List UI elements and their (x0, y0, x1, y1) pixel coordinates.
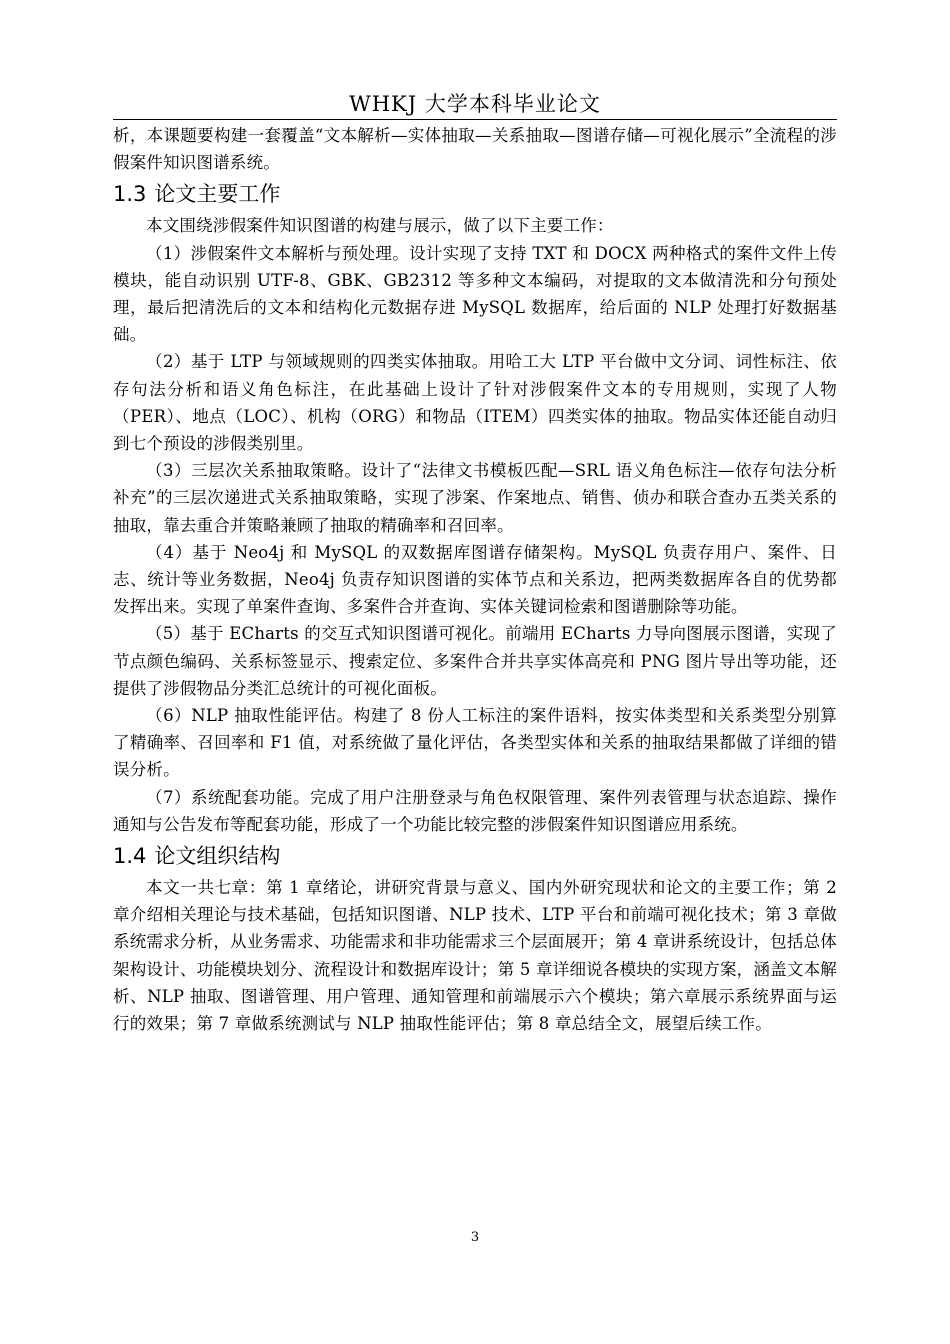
page-number: 3 (470, 1230, 480, 1245)
section-number: 1.3 (113, 182, 147, 207)
section-title: 论文组织结构 (154, 844, 281, 869)
body-paragraph: （6）NLP 抽取性能评估。构建了 8 份人工标注的案件语料，按实体类型和关系类型分别算了精确率、召回率和 F1 值，对系统做了量化评估，各类型实体和关系的抽取结果都做了详细的错误分析。 (113, 706, 837, 780)
body-paragraph: （4）基于 Neo4j 和 MySQL 的双数据库图谱存储架构。MySQL 负责存用户、案件、日志、统计等业务数据，Neo4j 负责存知识图谱的实体节点和关系边，把两类数据库各自的优势都发挥出来。实现了单案件查询、多案件合并查询、实体关键词检索和图谱删除等功能。 (113, 542, 837, 617)
running-header: WHKJ 大学本科毕业论文 (349, 92, 601, 116)
section-title: 论文主要工作 (154, 182, 281, 207)
body-paragraph: （5）基于 ECharts 的交互式知识图谱可视化。前端用 ECharts 力导向图展示图谱，实现了节点颜色编码、关系标签显示、搜索定位、多案件合并共享实体高亮和 PNG 图片导出等功能，还提供了涉假物品分类汇总统计的可视化面板。 (113, 624, 837, 698)
body-paragraph: 本文一共七章：第 1 章绪论，讲研究背景与意义、国内外研究现状和论文的主要工作；第 2 章介绍相关理论与技术基础，包括知识图谱、NLP 技术、LTP 平台和前端可视化技术；第 3 章做系统需求分析，从业务需求、功能需求和非功能需求三个层面展开；第 4 章讲系统设计，包括总体架构设计、功能模块划分、流程设计和数据库设计；第 5 章详细说各模块的实现方案，涵盖文本解析、NLP 抽取、图谱管理、用户管理、通知管理和前端展示六个模块；第六章展示系统界面与运行的效果；第 7 章做系统测试与 NLP 抽取性能评估；第 8 章总结全文，展望后续工作。 (113, 878, 837, 1034)
section-heading-1-3 (113, 176, 837, 212)
header-rule (113, 119, 837, 120)
section-heading-1-4 (113, 838, 837, 874)
body-paragraph: 本文围绕涉假案件知识图谱的构建与展示，做了以下主要工作： (146, 216, 614, 236)
body-paragraph: （3）三层次关系抽取策略。设计了“法律文书模板匹配—SRL 语义角色标注—依存句法分析补充”的三层次递进式关系抽取策略，实现了涉案、作案地点、销售、侦办和联合查办五类关系的抽取，靠去重合并策略兼顾了抽取的精确率和召回率。 (113, 461, 837, 535)
section-number: 1.4 (113, 844, 147, 869)
body-paragraph: （2）基于 LTP 与领域规则的四类实体抽取。用哈工大 LTP 平台做中文分词、词性标注、依存句法分析和语义角色标注，在此基础上设计了针对涉假案件文本的专用规则，实现了人物（PER）、地点（LOC）、机构（ORG）和物品（ITEM）四类实体的抽取。物品实体还能自动归到七个预设的涉假类别里。 (113, 352, 837, 454)
continuation-paragraph: 析，本课题要构建一套覆盖“文本解析—实体抽取—关系抽取—图谱存储—可视化展示”全流程的涉假案件知识图谱系统。 (113, 126, 837, 173)
body-paragraph: （7）系统配套功能。完成了用户注册登录与角色权限管理、案件列表管理与状态追踪、操作通知与公告发布等配套功能，形成了一个功能比较完整的涉假案件知识图谱应用系统。 (113, 787, 837, 834)
body-paragraph: （1）涉假案件文本解析与预处理。设计实现了支持 TXT 和 DOCX 两种格式的案件文件上传模块，能自动识别 UTF-8、GBK、GB2312 等多种文本编码，对提取的文本做清洗和分句预处理，最后把清洗后的文本和结构化元数据存进 MySQL 数据库，给后面的 NLP 处理打好数据基础。 (113, 243, 837, 345)
page-content (113, 122, 837, 1037)
